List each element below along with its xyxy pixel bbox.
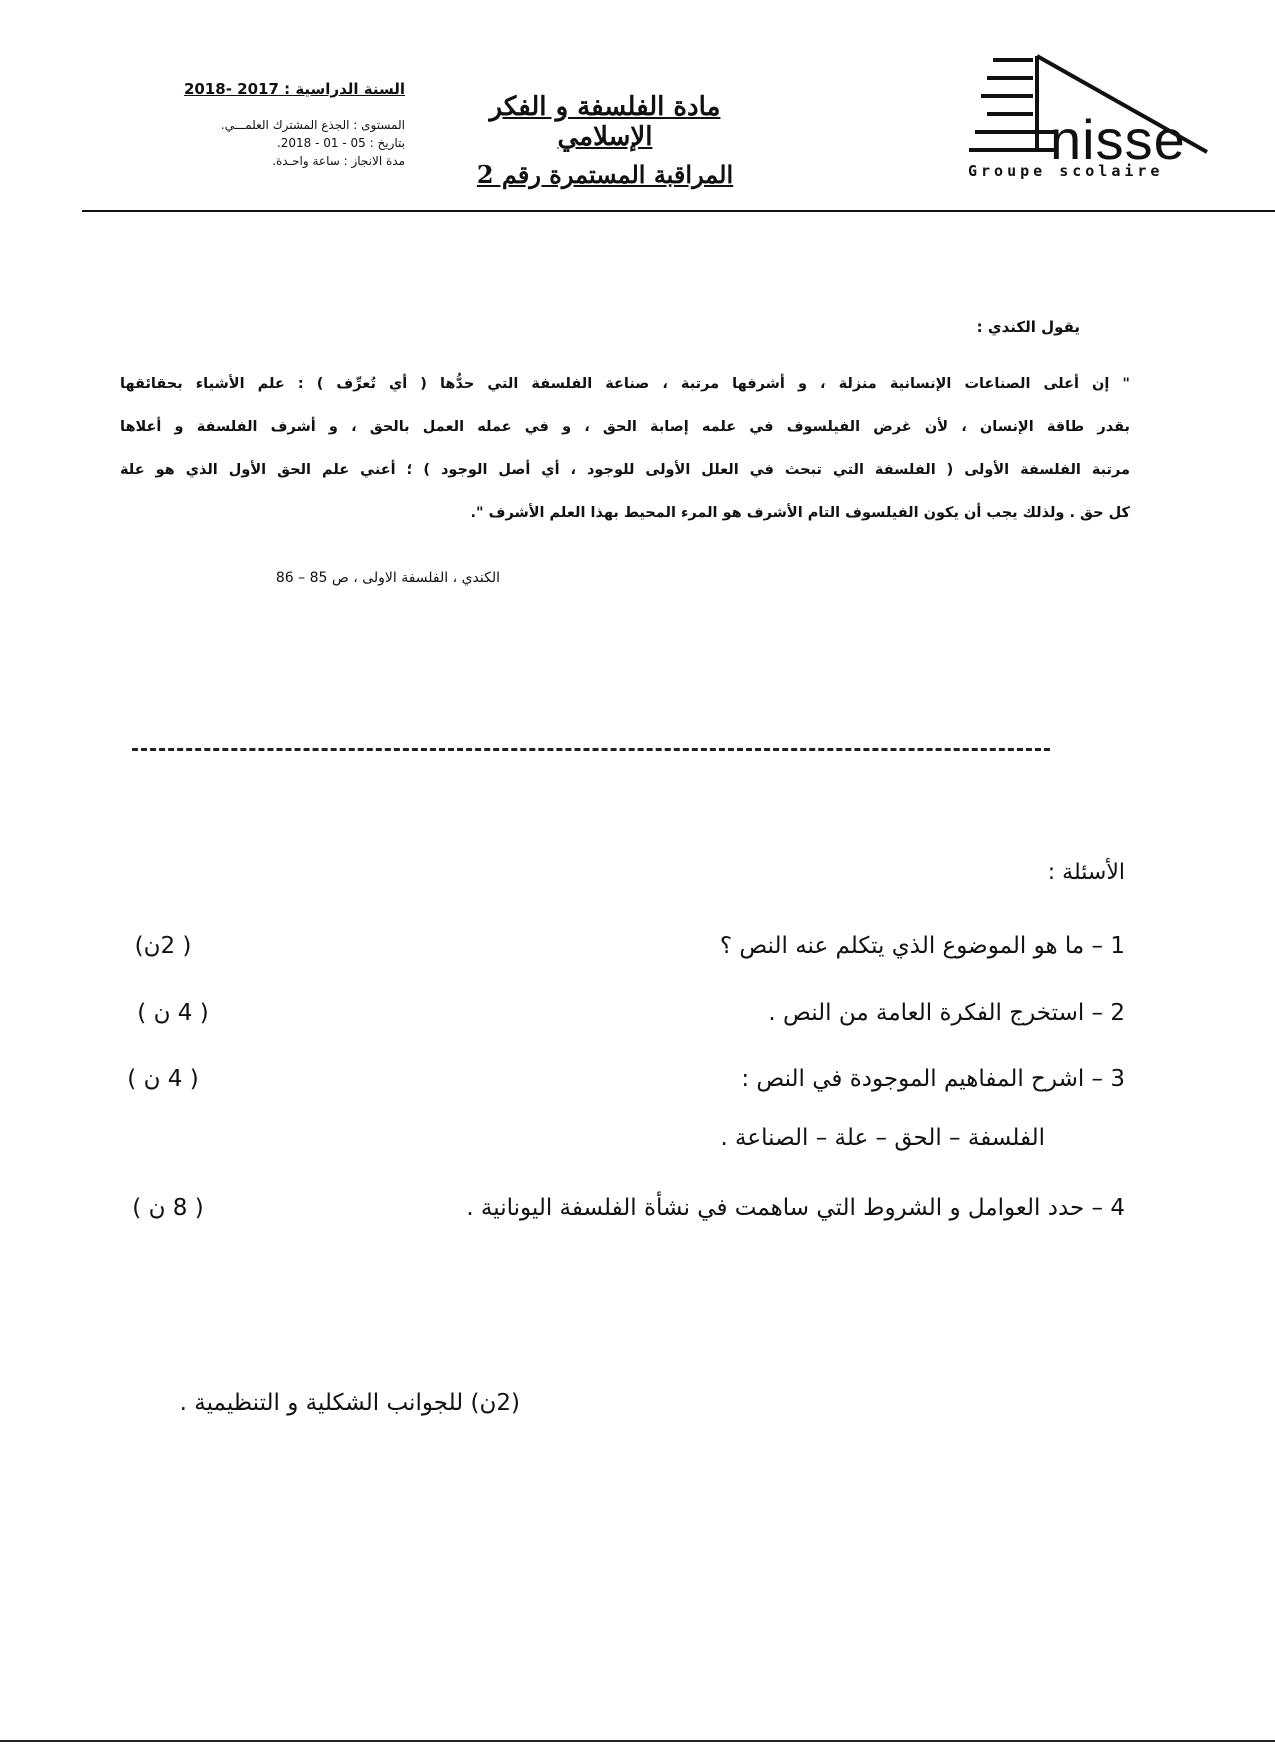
question-3-concepts: الفلسفة – الحق – علة – الصناعة . <box>720 1125 1045 1151</box>
quote-line: كل حق . ولذلك يجب أن يكون الفيلسوف التام الأشرف هو المرء المحيط بهذا العلم الأشرف ". <box>470 505 1130 521</box>
subject-title: مادة الفلسفة و الفكر الإسلامي <box>489 92 721 152</box>
date-label: بتاريخ : 05 - 01 - 2018. <box>276 136 405 150</box>
question-2-points: ( 4 ن ) <box>137 1000 209 1026</box>
header-divider <box>82 210 1275 212</box>
question-4: 4 – حدد العوامل و الشروط التي ساهمت في نشأة الفلسفة اليونانية . <box>466 1195 1125 1221</box>
question-3: 3 – اشرح المفاهيم الموجودة في النص : <box>741 1066 1125 1092</box>
quote-line: مرتبة الفلسفة الأولى ( الفلسفة التي تبحث في العلل الأولى للوجود ، أي أصل الوجود ) ؛ أعني علم الحق الأول الذي هو علة <box>120 462 1130 478</box>
quote-line: " إن أعلى الصناعات الإنسانية منزلة ، و أشرفها مرتبة ، صناعة الفلسفة التي حدُّها ( أي تُعرِّف ) : علم الأشياء بحقائقها <box>120 376 1130 392</box>
question-1-points: ( 2ن) <box>134 933 192 959</box>
questions-heading: الأسئلة : <box>1047 860 1125 885</box>
text-intro: يقول الكندي : <box>976 318 1080 336</box>
question-3-points: ( 4 ن ) <box>127 1066 199 1092</box>
question-4-points: ( 8 ن ) <box>132 1195 204 1221</box>
duration-label: مدة الانجاز : ساعة واحـدة. <box>272 154 405 168</box>
exam-title: المراقبة المستمرة رقم 2 <box>476 160 734 189</box>
quote-line: بقدر طاقة الإنسان ، لأن غرض الفيلسوف في علمه إصابة الحق ، و في عمله العمل بالحق ، و أشرف الفلسفة و أعلاها <box>120 419 1130 435</box>
question-1: 1 – ما هو الموضوع الذي يتكلم عنه النص ؟ <box>719 933 1125 959</box>
school-year: السنة الدراسية : 2017 -2018 <box>183 80 405 98</box>
citation: الكندي ، الفلسفة الاولى ، ص 85 – 86 <box>275 570 500 586</box>
level-label: المستوى : الجذع المشترك العلمـــي. <box>220 118 405 132</box>
formatting-points-note: (2ن) للجوانب الشكلية و التنظيمية . <box>179 1390 520 1416</box>
section-divider <box>132 748 1050 751</box>
logo-tagline: Groupe scolaire <box>968 162 1164 180</box>
page-bottom-rule <box>0 1740 1275 1742</box>
question-2: 2 – استخرج الفكرة العامة من النص . <box>768 1000 1125 1026</box>
logo-wordmark: nisse <box>1050 108 1186 171</box>
